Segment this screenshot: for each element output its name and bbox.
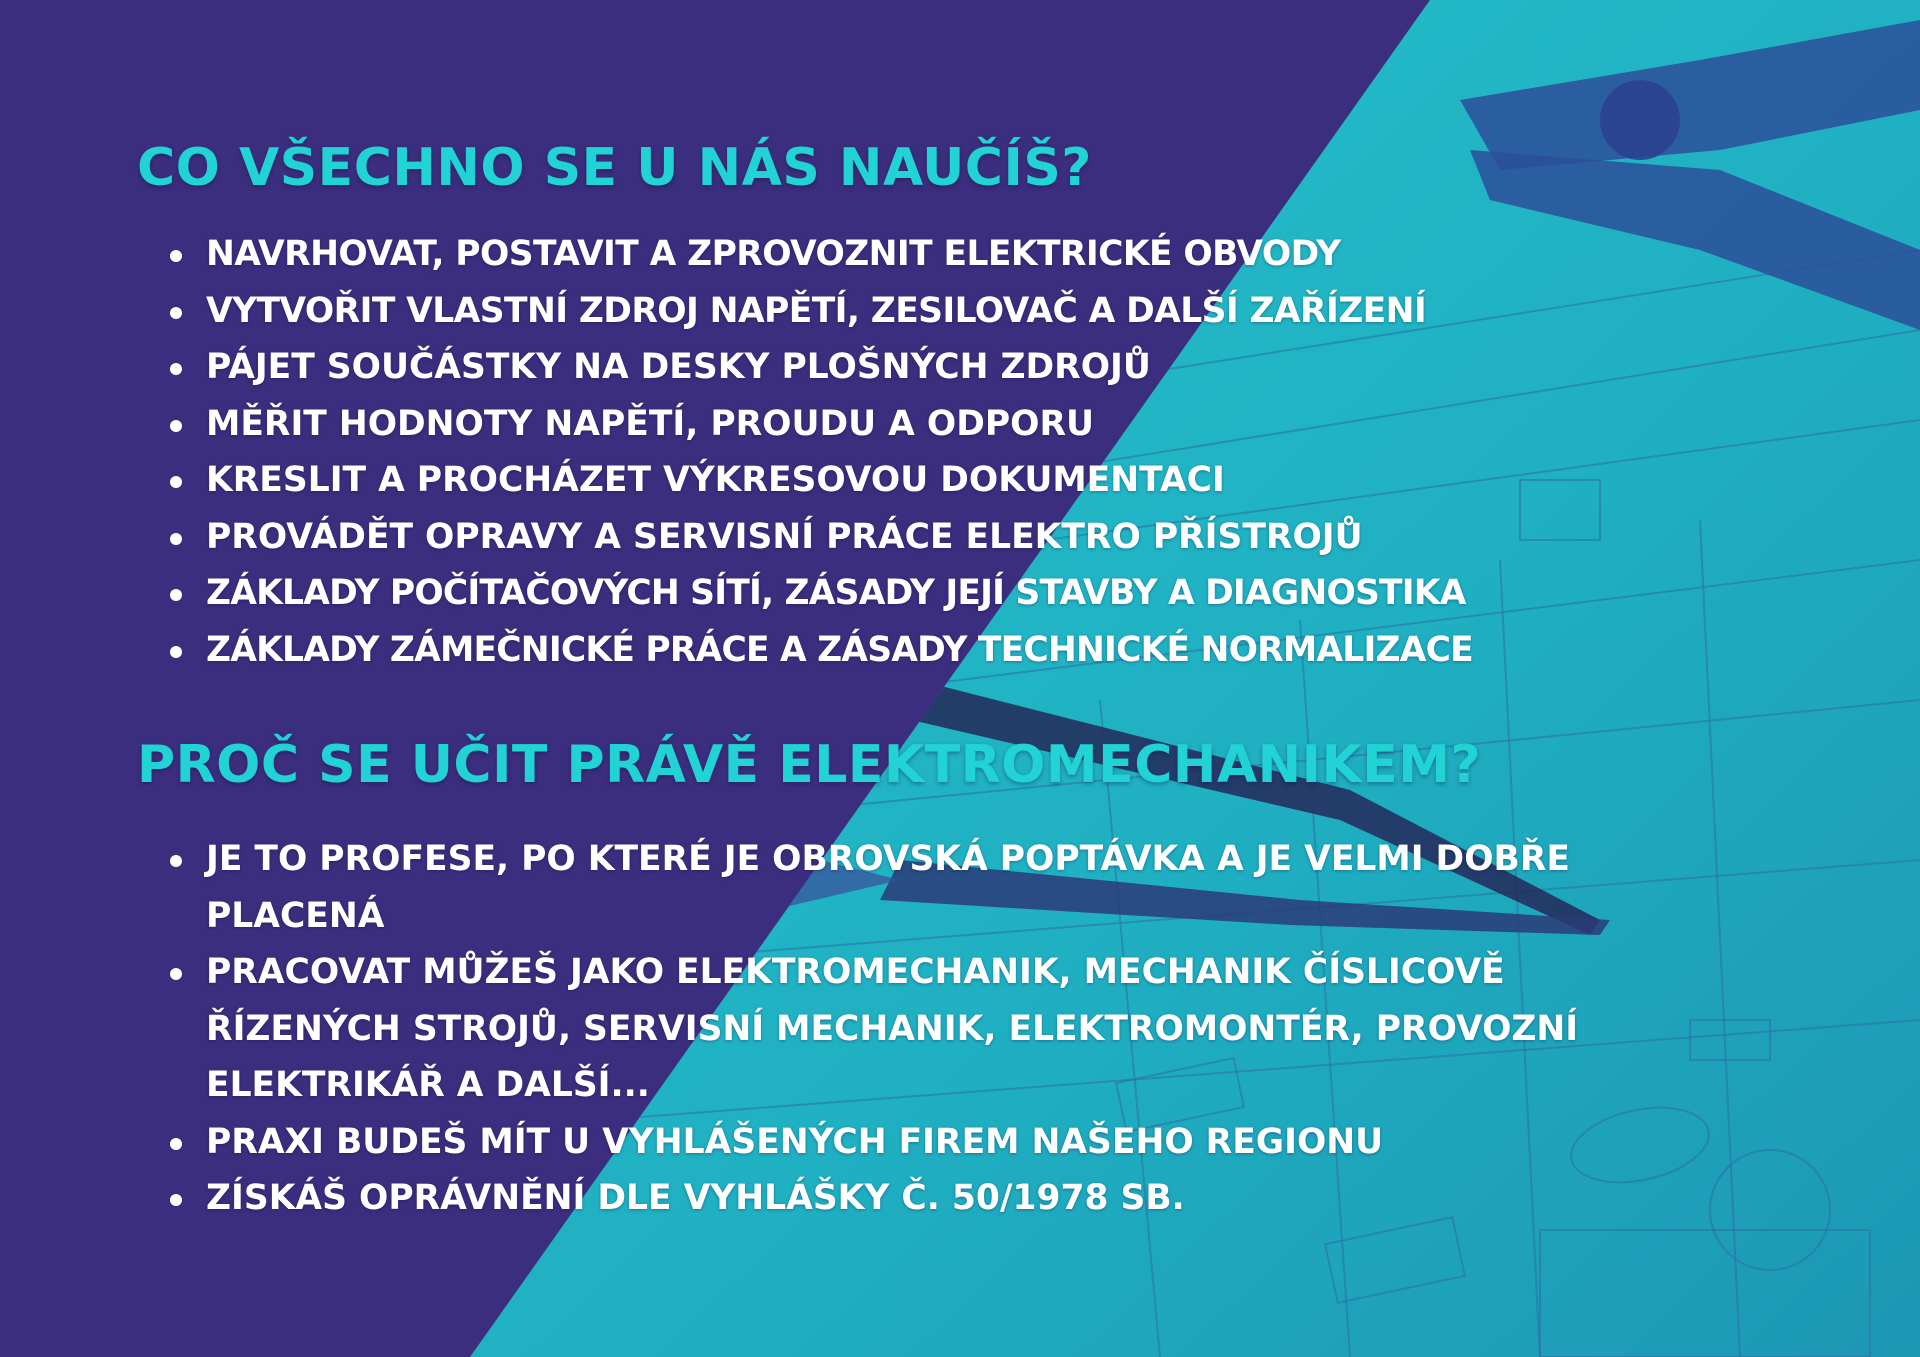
bullet-dot-icon	[170, 968, 182, 980]
list-item-text: ZÍSKÁŠ OPRÁVNĚNÍ DLE VYHLÁŠKY Č. 50/1978 SB.	[206, 1178, 1185, 1218]
bullet-dot-icon	[170, 1194, 182, 1206]
bullet-dot-icon	[170, 589, 182, 601]
list-item	[206, 944, 1606, 1114]
list-item	[206, 831, 1606, 944]
bullet-dot-icon	[170, 307, 182, 319]
list-item-text: JE TO PROFESE, PO KTERÉ JE OBROVSKÁ POPTÁVKA A JE VELMI DOBŘE PLACENÁ	[206, 839, 1570, 936]
section-2-heading: PROČ SE UČIT PRÁVĚ ELEKTROMECHANIKEM?	[137, 735, 1482, 795]
bullet-dot-icon	[170, 533, 182, 545]
list-item-text: PRAXI BUDEŠ MÍT U VYHLÁŠENÝCH FIREM NAŠEHO REGIONU	[206, 1121, 1384, 1162]
list-item-text: PROVÁDĚT OPRAVY A SERVISNÍ PRÁCE ELEKTRO PŘÍSTROJŮ	[206, 516, 1363, 557]
list-item	[206, 452, 1626, 509]
list-item-text: PRACOVAT MŮŽEŠ JAKO ELEKTROMECHANIK, MECHANIK ČÍSLICOVĚ ŘÍZENÝCH STROJŮ, SERVISNÍ MECHANIK, ELEKTROMONTÉR, PROVOZNÍ ELEKTRIKÁŘ A DALŠÍ...	[206, 952, 1579, 1105]
list-item	[206, 226, 1626, 283]
list-item	[206, 339, 1626, 396]
list-item	[206, 1170, 1606, 1227]
list-item-text: KRESLIT A PROCHÁZET VÝKRESOVOU DOKUMENTACI	[206, 460, 1225, 500]
bullet-dot-icon	[170, 476, 182, 488]
bullet-dot-icon	[170, 363, 182, 375]
bullet-dot-icon	[170, 1138, 182, 1150]
bullet-dot-icon	[170, 646, 182, 658]
bullet-dot-icon	[170, 250, 182, 262]
section-1-list	[206, 226, 1626, 678]
list-item-text: NAVRHOVAT, POSTAVIT A ZPROVOZNIT ELEKTRICKÉ OBVODY	[206, 234, 1341, 274]
list-item-text: VYTVOŘIT VLASTNÍ ZDROJ NAPĚTÍ, ZESILOVAČ A DALŠÍ ZAŘÍZENÍ	[206, 290, 1427, 331]
bullet-dot-icon	[170, 420, 182, 432]
list-item-text: ZÁKLADY POČÍTAČOVÝCH SÍTÍ, ZÁSADY JEJÍ STAVBY A DIAGNOSTIKA	[206, 573, 1466, 613]
section-2-list	[206, 831, 1626, 1227]
list-item	[206, 1114, 1606, 1171]
section-1-heading: CO VŠECHNO SE U NÁS NAUČÍŠ?	[137, 138, 1092, 198]
list-item	[206, 565, 1626, 622]
list-item	[206, 622, 1626, 679]
list-item-text: ZÁKLADY ZÁMEČNICKÉ PRÁCE A ZÁSADY TECHNICKÉ NORMALIZACE	[206, 629, 1473, 670]
list-item-text: PÁJET SOUČÁSTKY NA DESKY PLOŠNÝCH ZDROJŮ	[206, 347, 1151, 387]
list-item	[206, 283, 1626, 340]
list-item	[206, 509, 1626, 566]
list-item-text: MĚŘIT HODNOTY NAPĚTÍ, PROUDU A ODPORU	[206, 403, 1095, 444]
bullet-dot-icon	[170, 855, 182, 867]
list-item	[206, 396, 1626, 453]
